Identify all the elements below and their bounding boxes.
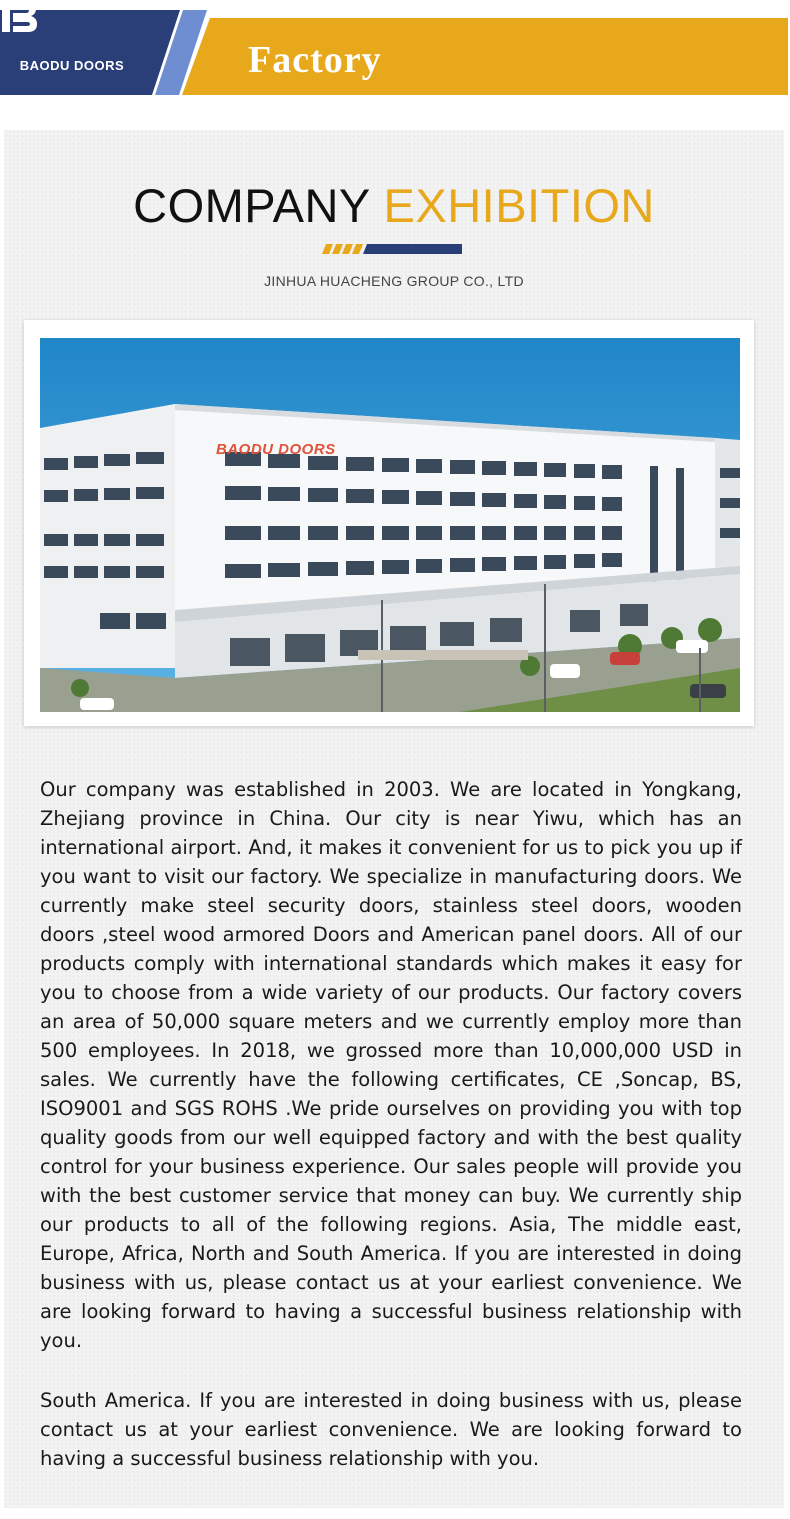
company-description: Our company was established in 2003. We are located in Yongkang, Zhejiang province in China. Our city is near Yiwu, which has an international airport. And, it makes it convenient for us to pick you up if you want to visit our factory. We specialize in manufacturing doors. We currently make steel security doors, stainless steel doors, wooden doors ,steel wood armored Doors and American panel doors. All of our products comply with international standards which makes it easy for you to choose from a wide variety of our products. Our factory covers an area of 50,000 square meters and we currently employ more than 500 employees. In 2018, we grossed more than 10,000,000 USD in sales. We currently have the following certificates, CE ,Soncap, BS, ISO9001 and SGS ROHS .We pride ourselves on providing you with top quality goods from our well equipped factory and with the best quality control for your business experience. Our sales people will provide you with the best customer service that money can buy. We currently ship our products to all of the following regions. Asia, The middle east, Europe, Africa, North and South America. If you are interested in doing business with us, please contact us at your earliest convenience. We are looking forward to having a successful business relationship with you.	[40, 778, 742, 1352]
factory-photo-frame	[24, 320, 754, 726]
heading-word-company: COMPANY	[133, 179, 370, 232]
brand-name: BAODU DOORS	[19, 58, 125, 73]
page-title: Factory	[248, 39, 382, 81]
building-sign: BAODU DOORS	[216, 441, 336, 458]
company-name: JINHUA HUACHENG GROUP CO., LTD	[264, 273, 524, 289]
baodu-logo-icon	[0, 0, 38, 34]
header-background	[0, 0, 790, 100]
section-heading	[4, 178, 784, 233]
heading-divider	[322, 244, 462, 254]
company-description-repeat: South America. If you are interested in doing business with us, please contact us at your earliest convenience. We are looking forward to having a successful business relationship with you.	[40, 1389, 742, 1470]
factory-building-illustration	[40, 338, 740, 712]
heading-word-exhibition: EXHIBITION	[383, 179, 655, 232]
factory-photo	[40, 338, 740, 712]
content-panel	[4, 130, 784, 1508]
header-banner	[0, 0, 790, 100]
